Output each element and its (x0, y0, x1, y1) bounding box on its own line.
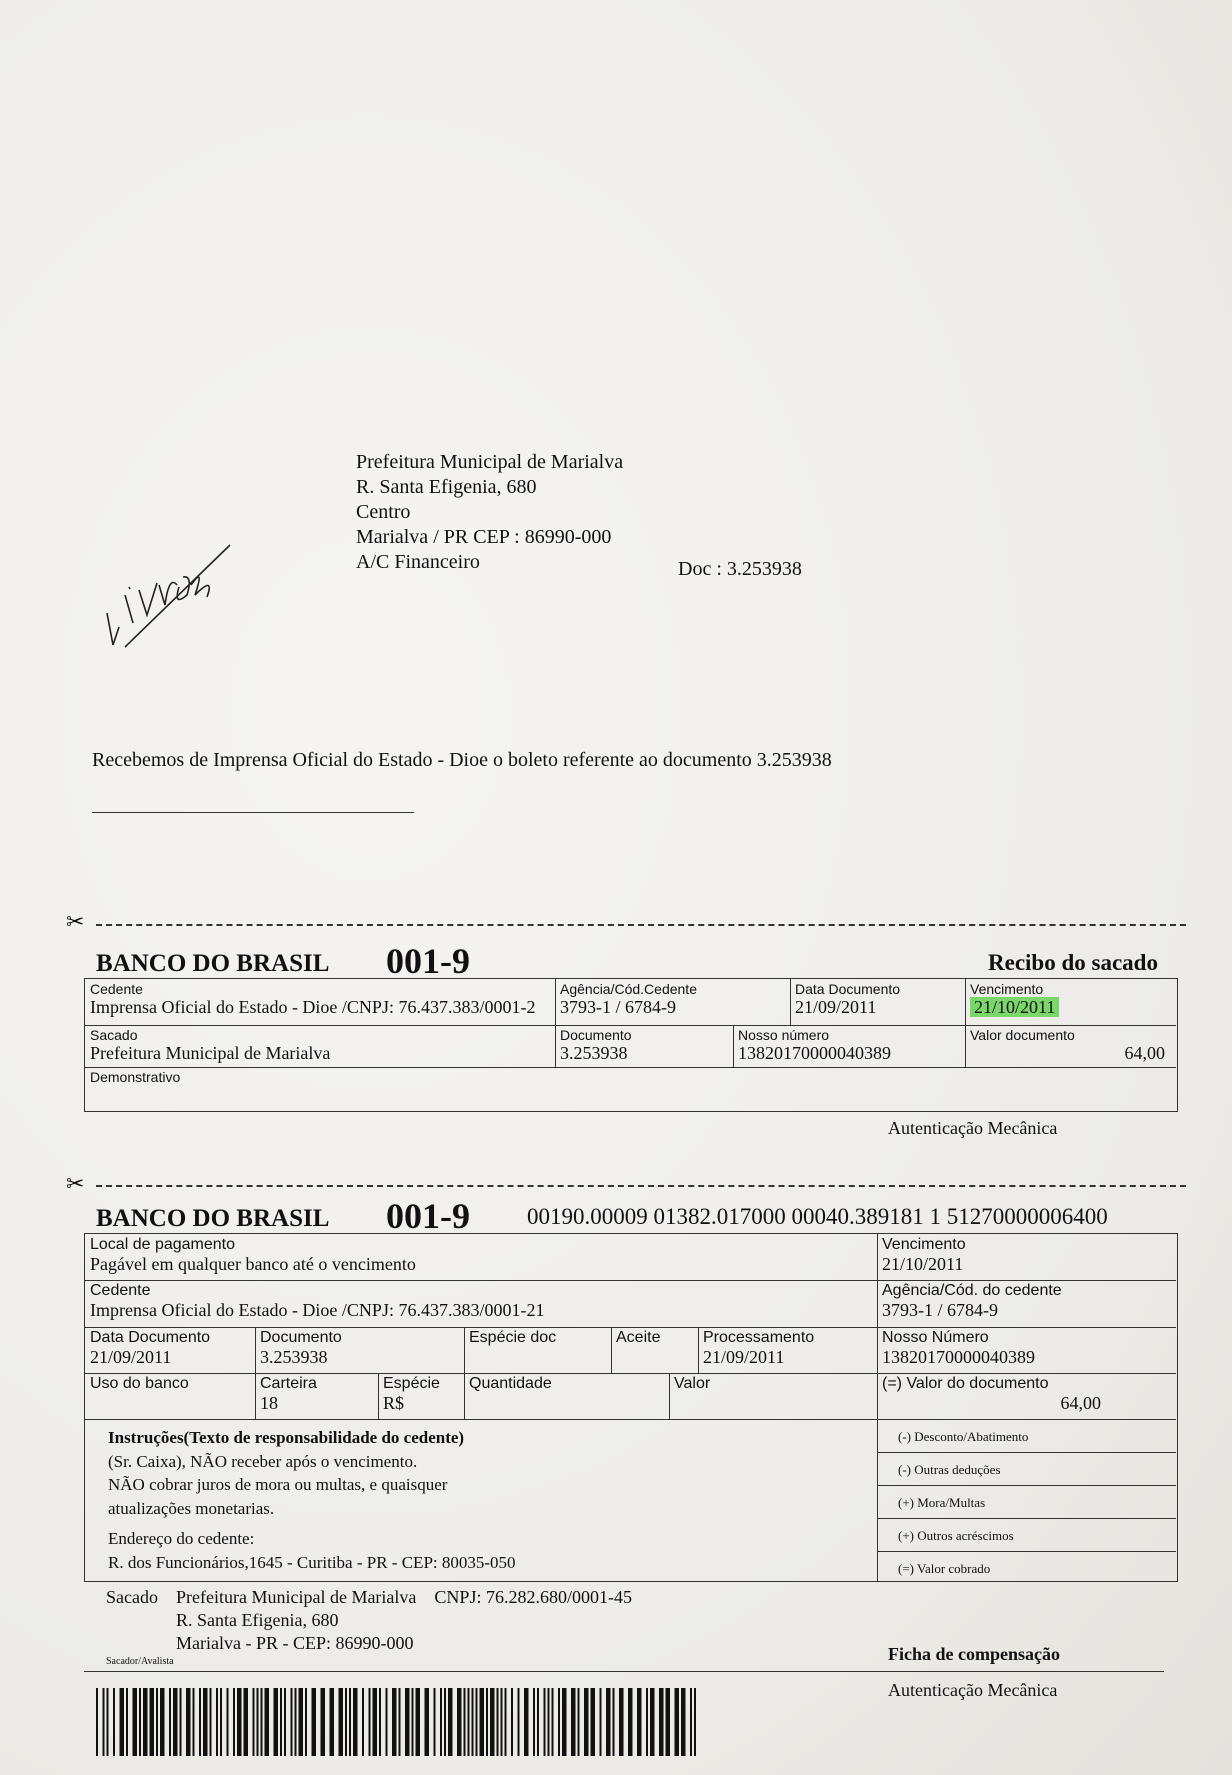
addressee-name: Prefeitura Municipal de Marialva (356, 451, 624, 473)
addressee-street: R. Santa Efigenia, 680 (356, 476, 537, 498)
barcode-bar (120, 1688, 125, 1756)
barcode-bar (96, 1688, 98, 1756)
ficha-processamento-cell: Processamento 21/09/2011 (703, 1329, 815, 1367)
barcode-bar (646, 1688, 648, 1756)
ficha-bank-name: BANCO DO BRASIL (96, 1205, 330, 1232)
ficha-documento-cell: Documento 3.253938 (260, 1329, 342, 1367)
barcode-bar (295, 1688, 297, 1756)
barcode-bar (505, 1688, 507, 1756)
barcode-bar (440, 1688, 442, 1756)
barcode-bar (345, 1688, 347, 1756)
recibo-agencia-cell: Agência/Cód.Cedente 3793-1 / 6784-9 (560, 981, 697, 1017)
barcode-bar (227, 1688, 229, 1756)
barcode-bar (237, 1688, 242, 1756)
barcode-bar (464, 1688, 466, 1756)
barcode-bar (681, 1688, 686, 1756)
scissors-icon: ✂ (66, 910, 85, 935)
barcode-bar (284, 1688, 286, 1756)
recibo-sacado-cell: Sacado Prefeitura Municipal de Marialva (90, 1027, 331, 1063)
receipt-statement: Recebemos de Imprensa Oficial do Estado - Dioe o boleto referente ao documento 3.253938 (92, 749, 832, 771)
signature-line (92, 812, 414, 813)
barcode-bar (468, 1688, 470, 1756)
endereco-value: R. dos Funcionários,1645 - Curitiba - PR - CEP: 80035-050 (108, 1552, 516, 1572)
sacado-label: Sacado (106, 1587, 158, 1607)
barcode-bar (203, 1688, 208, 1756)
barcode-bar (425, 1688, 430, 1756)
ficha-agencia-cell: Agência/Cód. do cedente 3793-1 / 6784-9 (882, 1282, 1062, 1320)
barcode-bar (160, 1688, 165, 1756)
barcode-bar (399, 1688, 401, 1756)
ficha-table (84, 1233, 1178, 1582)
ficha-sacado-info (176, 1586, 632, 1655)
barcode-bar (103, 1688, 105, 1756)
barcode-bar (490, 1688, 495, 1756)
side-valor-cobrado: (=) Valor cobrado (898, 1561, 991, 1576)
ficha-nosso-numero-cell: Nosso Número 13820170000040389 (882, 1329, 1035, 1367)
barcode-bar (353, 1688, 358, 1756)
sacado-city: Marialva - PR - CEP: 86990-000 (176, 1633, 414, 1653)
barcode-bar (511, 1688, 513, 1756)
ficha-data-doc-cell: Data Documento 21/09/2011 (90, 1329, 211, 1367)
barcode-bar (369, 1688, 371, 1756)
endereco-label: Endereço do cedente: (108, 1529, 255, 1548)
ficha-quantidade-cell: Quantidade (469, 1375, 552, 1392)
ficha-compensacao-title: Ficha de compensação (888, 1644, 1060, 1664)
recibo-autenticacao: Autenticação Mecânica (888, 1118, 1058, 1138)
barcode-bar (434, 1688, 436, 1756)
ficha-aceite-cell: Aceite (616, 1329, 661, 1346)
recibo-table (84, 978, 1178, 1112)
barcode-bar (139, 1688, 141, 1756)
barcode-bar (600, 1688, 602, 1756)
recibo-vencimento-cell: Vencimento 21/10/2011 (965, 979, 1176, 1025)
barcode-bar (666, 1688, 671, 1756)
barcode (96, 1688, 700, 1756)
recibo-data-doc-cell: Data Documento 21/09/2011 (795, 981, 901, 1017)
barcode-bar (244, 1688, 249, 1756)
barcode-bar (497, 1688, 499, 1756)
barcode-bar (524, 1688, 529, 1756)
barcode-bar (444, 1688, 446, 1756)
ficha-uso-banco-cell: Uso do banco (90, 1375, 189, 1392)
barcode-bar (544, 1688, 546, 1756)
cut-line (96, 1185, 1186, 1187)
recibo-title: Recibo do sacado (988, 950, 1158, 975)
barcode-bar (613, 1688, 615, 1756)
addressee-attention: A/C Financeiro (356, 551, 480, 573)
barcode-bar (216, 1688, 218, 1756)
ficha-carteira-cell: Carteira 18 (260, 1375, 317, 1413)
barcode-bar (113, 1688, 115, 1756)
recibo-bank-code: 001-9 (386, 941, 470, 981)
addressee-district: Centro (356, 501, 411, 523)
side-mora-multas: (+) Mora/Multas (898, 1495, 986, 1510)
barcode-bar (379, 1688, 381, 1756)
barcode-bar (173, 1688, 178, 1756)
barcode-bar (210, 1688, 212, 1756)
recibo-demonstrativo-cell: Demonstrativo (90, 1069, 181, 1085)
ficha-sacado-block (106, 1586, 158, 1609)
barcode-bar (457, 1688, 462, 1756)
side-outras-deducoes: (-) Outras deduções (898, 1462, 1001, 1477)
barcode-bar (537, 1688, 539, 1756)
barcode-bar (501, 1688, 503, 1756)
barcode-bar (321, 1688, 326, 1756)
barcode-bar (392, 1688, 397, 1756)
barcode-bar (405, 1688, 410, 1756)
barcode-bar (291, 1688, 293, 1756)
barcode-bar (659, 1688, 664, 1756)
barcode-bar (675, 1688, 680, 1756)
barcode-bar (261, 1688, 263, 1756)
addressee-block (356, 450, 623, 575)
barcode-bar (591, 1688, 596, 1756)
barcode-bar (180, 1688, 182, 1756)
barcode-bar (650, 1688, 655, 1756)
ficha-valor-documento-cell: (=) Valor do documento 64,00 (882, 1375, 1101, 1413)
barcode-bar (480, 1688, 485, 1756)
instrucao-line: atualizações monetarias. (108, 1498, 275, 1518)
barcode-bar (558, 1688, 560, 1756)
barcode-bar (199, 1688, 201, 1756)
ficha-autenticacao: Autenticação Mecânica (888, 1680, 1058, 1700)
barcode-bar (562, 1688, 567, 1756)
barcode-bar (156, 1688, 158, 1756)
barcode-bar (637, 1688, 642, 1756)
recibo-bank-name: BANCO DO BRASIL (96, 950, 330, 977)
barcode-bar (186, 1688, 191, 1756)
recibo-documento-cell: Documento 3.253938 (560, 1027, 632, 1063)
barcode-bar (299, 1688, 304, 1756)
recibo-nosso-numero-cell: Nosso número 13820170000040389 (738, 1027, 891, 1063)
linha-digitavel: 00190.00009 01382.017000 00040.389181 1 51270000006400 (527, 1204, 1108, 1229)
barcode-bar (143, 1688, 148, 1756)
ficha-valor-cell: Valor (674, 1375, 711, 1392)
barcode-bar (584, 1688, 589, 1756)
barcode-bar (472, 1688, 474, 1756)
sacado-street: R. Santa Efigenia, 680 (176, 1610, 339, 1630)
barcode-bar (253, 1688, 255, 1756)
handwritten-note (95, 535, 245, 655)
barcode-bar (193, 1688, 195, 1756)
barcode-bar (606, 1688, 611, 1756)
doc-reference: Doc : 3.253938 (678, 558, 802, 580)
barcode-bar (571, 1688, 576, 1756)
ficha-vencimento-cell: Vencimento 21/10/2011 (882, 1236, 966, 1274)
barcode-bar (107, 1688, 109, 1756)
barcode-bar (362, 1688, 364, 1756)
barcode-bar (257, 1688, 259, 1756)
instrucao-line: (Sr. Caixa), NÃO receber após o vencimento. (108, 1451, 418, 1471)
barcode-bar (486, 1688, 488, 1756)
ficha-especie-doc-cell: Espécie doc (469, 1329, 557, 1346)
barcode-bar (578, 1688, 580, 1756)
ficha-especie-cell: Espécie R$ (383, 1375, 440, 1413)
instrucoes-title: Instruções(Texto de responsabilidade do cedente) (108, 1428, 465, 1447)
side-outros-acrescimos: (+) Outros acréscimos (898, 1528, 1014, 1543)
barcode-bar (476, 1688, 478, 1756)
ficha-bank-code: 001-9 (386, 1196, 470, 1236)
barcode-bar (416, 1688, 421, 1756)
ficha-local-pagamento-cell: Local de pagamento Pagável em qualquer banco até o vencimento (90, 1236, 416, 1274)
barcode-bar (619, 1688, 624, 1756)
vencimento-highlight: 21/10/2011 (970, 997, 1059, 1017)
recibo-valor-cell: Valor documento 64,00 (970, 1027, 1165, 1063)
barcode-bar (220, 1688, 222, 1756)
barcode-bar (448, 1688, 453, 1756)
barcode-bar (280, 1688, 282, 1756)
barcode-bar (339, 1688, 344, 1756)
cut-line (96, 924, 1186, 926)
instrucao-line: NÃO cobrar juros de mora ou multas, e quaisquer (108, 1475, 448, 1494)
sacado-name: Prefeitura Municipal de Marialva (176, 1587, 417, 1607)
barcode-bar (169, 1688, 171, 1756)
recibo-cedente-value: Imprensa Oficial do Estado - Dioe /CNPJ: 76.437.383/0001-2 (90, 997, 536, 1017)
barcode-bar (552, 1688, 554, 1756)
barcode-bar (386, 1688, 388, 1756)
scissors-icon: ✂ (66, 1172, 85, 1197)
barcode-bar (150, 1688, 155, 1756)
sacador-avalista-label: Sacador/Avalista (106, 1656, 174, 1667)
barcode-bar (349, 1688, 351, 1756)
barcode-bar (533, 1688, 535, 1756)
barcode-bar (690, 1688, 692, 1756)
barcode-bar (330, 1688, 335, 1756)
barcode-bar (548, 1688, 550, 1756)
barcode-bar (694, 1688, 696, 1756)
ficha-instrucoes (103, 1424, 873, 1579)
barcode-bar (274, 1688, 279, 1756)
barcode-bar (518, 1688, 520, 1756)
barcode-bar (628, 1688, 633, 1756)
side-desconto: (-) Desconto/Abatimento (898, 1429, 1029, 1444)
barcode-bar (133, 1688, 138, 1756)
recibo-cedente-cell: Cedente Imprensa Oficial do Estado - Dioe /CNPJ: 76.437.383/0001-2 (85, 979, 555, 1025)
barcode-bar (373, 1688, 378, 1756)
ficha-cedente-cell: Cedente Imprensa Oficial do Estado - Dioe /CNPJ: 76.437.383/0001-21 (90, 1282, 545, 1320)
sacado-cnpj: CNPJ: 76.282.680/0001-45 (434, 1587, 632, 1607)
addressee-city-cep: Marialva / PR CEP : 86990-000 (356, 526, 612, 548)
barcode-bar (126, 1688, 128, 1756)
barcode-bar (233, 1688, 235, 1756)
barcode-bar (312, 1688, 317, 1756)
barcode-bar (265, 1688, 270, 1756)
barcode-bar (412, 1688, 414, 1756)
barcode-bar (305, 1688, 307, 1756)
